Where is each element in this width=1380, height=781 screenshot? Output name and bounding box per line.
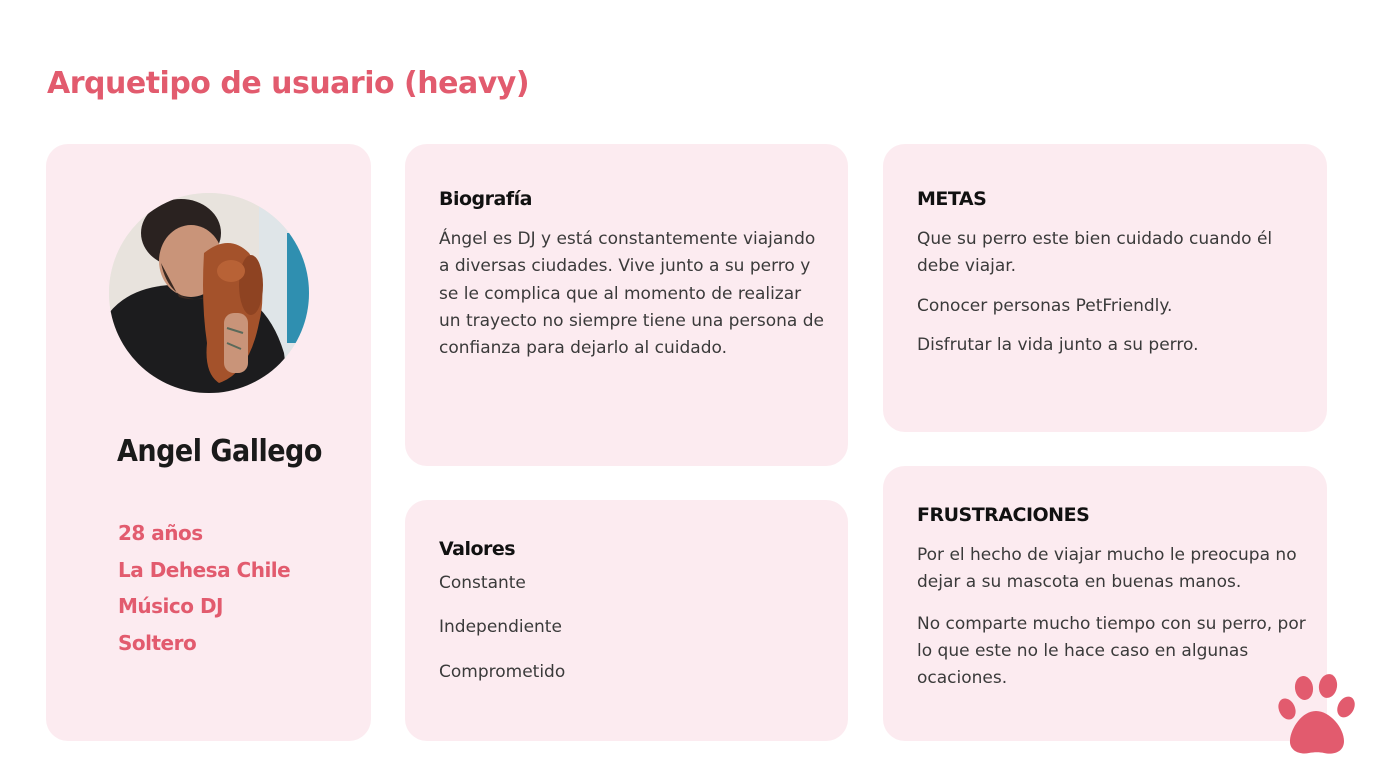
page-title: Arquetipo de usuario (heavy)	[47, 66, 530, 101]
biography-card	[405, 144, 848, 466]
list-item: Constante	[439, 573, 526, 593]
detail-age: 28 años	[118, 521, 203, 545]
goals-card	[883, 144, 1327, 432]
list-item: Por el hecho de viajar mucho le preocupa no dejar a su mascota en buenas manos.	[917, 545, 1297, 593]
detail-location: La Dehesa Chile	[118, 557, 291, 582]
avatar	[109, 193, 309, 393]
frustrations-list	[917, 542, 1307, 692]
list-item: Que su perro este bien cuidado cuando él debe viajar.	[917, 229, 1273, 277]
goals-list	[917, 226, 1307, 359]
list-item: No comparte mucho tiempo con su perro, por lo que este no le hace caso en algunas ocaciones.	[917, 613, 1306, 689]
person-with-dog-photo	[109, 193, 309, 393]
frustrations-heading: FRUSTRACIONES	[917, 504, 1090, 526]
person-name: Angel Gallego	[117, 434, 322, 469]
values-card	[405, 500, 848, 741]
profile-card	[46, 144, 371, 741]
values-heading: Valores	[439, 538, 516, 560]
profile-details	[118, 515, 290, 661]
values-list	[439, 570, 828, 686]
frustrations-card	[883, 466, 1327, 741]
detail-status: Soltero	[118, 630, 197, 655]
list-item: Conocer personas PetFriendly.	[917, 295, 1173, 316]
detail-occupation: Músico DJ	[118, 594, 224, 618]
paw-icon	[1278, 673, 1358, 759]
list-item: Independiente	[439, 617, 562, 638]
goals-heading: METAS	[917, 188, 987, 210]
list-item: Comprometido	[439, 661, 566, 682]
biography-text: Ángel es DJ y está constantemente viajando a diversas ciudades. Vive junto a su perro y se le complica que al momento de realizar un trayecto no siempre tiene una persona de confianza para dejarlo al cuidado.	[439, 229, 825, 359]
biography-heading: Biografía	[439, 188, 532, 210]
list-item: Disfrutar la vida junto a su perro.	[917, 334, 1199, 355]
